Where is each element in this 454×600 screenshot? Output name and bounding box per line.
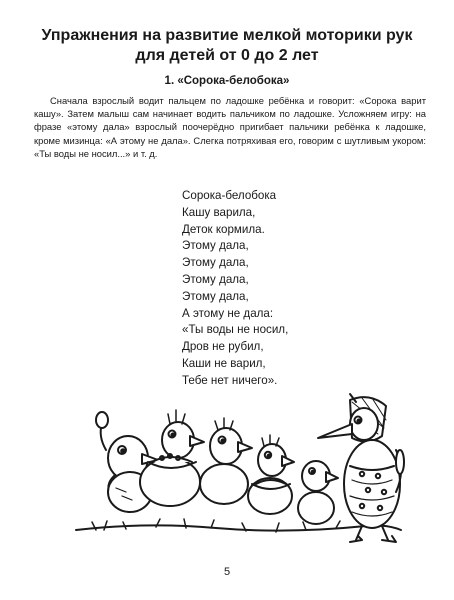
page-title-line-1: Упражнения на развитие мелкой моторики рук bbox=[41, 27, 413, 44]
poem-line: «Ты воды не носил, bbox=[182, 323, 289, 337]
poem-line: Деток кормила. bbox=[182, 222, 265, 236]
poem-line: Сорока-белобока bbox=[182, 189, 277, 202]
poem-line: Тебе нет ничего». bbox=[182, 373, 278, 387]
poem-line: А этому не дала: bbox=[182, 306, 274, 320]
poem-line: Кашу варила, bbox=[182, 205, 256, 219]
page-title bbox=[20, 26, 434, 66]
poem-line: Этому дала, bbox=[182, 289, 249, 303]
poem-line: Дров не рубил, bbox=[182, 340, 264, 354]
poem-line: Этому дала, bbox=[182, 256, 249, 270]
page-number: 5 bbox=[223, 566, 231, 578]
page-title-line-2: для детей от 0 до 2 лет bbox=[135, 47, 319, 64]
poem-line: Каши не варил, bbox=[182, 356, 266, 370]
poem-line: Этому дала, bbox=[182, 272, 249, 286]
intro-paragraph: Сначала взрослый водит пальцем по ладошке ребёнка и говорит: «Сорока варит кашу». Затем малыш сам начинает водить пальчиком по ладошке. Усложняем игру: на фразе «этому дала» взрослый поочерёдно пригибает пальчики ребёнка к ладошке, кроме мизинца: «А этому не дала». Слегка потряхивая его, говорим с шутливым укором: «Ты воды не носил...» и т. д. bbox=[34, 95, 426, 159]
poem bbox=[182, 188, 288, 390]
poem-line: Этому дала, bbox=[182, 239, 249, 253]
bird-illustration bbox=[66, 380, 406, 560]
section-heading: 1. «Сорока-белобока» bbox=[164, 75, 290, 87]
